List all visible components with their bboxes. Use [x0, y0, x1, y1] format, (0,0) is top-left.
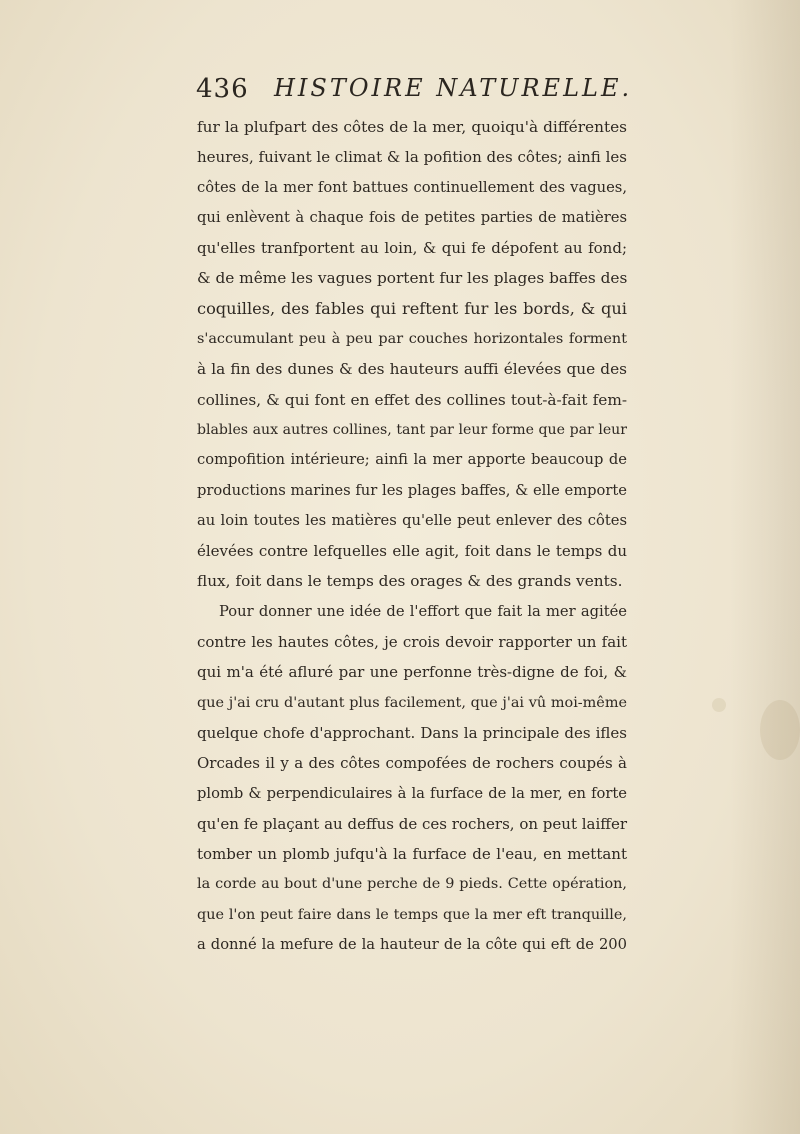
running-title: HISTOIRE NATURELLE. — [274, 74, 633, 102]
text-line: qu'elles tranfportent au loin, & qui fe dépofent au fond; — [197, 239, 627, 258]
text-line: qui enlèvent à chaque fois de petites parties de matières — [197, 208, 627, 226]
page-edge-shadow — [730, 0, 800, 1134]
text-line: quelque chofe d'approchant. Dans la principale des ifles — [197, 723, 627, 742]
text-line: flux, foit dans le temps des orages & des grands vents. — [197, 572, 623, 591]
text-line: élevées contre lefquelles elle agit, foit dans le temps du — [197, 542, 627, 561]
text-line: compofition intérieure; ainfi la mer apporte beaucoup de — [197, 451, 627, 469]
text-line: blables aux autres collines, tant par leur forme que par leur — [197, 421, 627, 438]
text-line: productions marines fur les plages baffes, & elle emporte — [197, 481, 627, 499]
text-line: Pour donner une idée de l'effort que fait la mer agitée — [219, 602, 627, 620]
text-line: & de même les vagues portent fur les plages baffes des — [197, 269, 628, 288]
text-line: que j'ai cru d'autant plus facilement, que j'ai vû moi-même — [197, 694, 627, 711]
text-line: Orcades il y a des côtes compofées de rochers coupés à — [197, 754, 627, 773]
paper-stain — [712, 698, 726, 712]
paragraph-2 — [197, 597, 627, 961]
text-line: tomber un plomb jufqu'à la furface de l'eau, en mettant — [197, 845, 627, 864]
paper-stain — [760, 700, 800, 760]
text-line: contre les hautes côtes, je crois devoir rapporter un fait — [197, 633, 627, 652]
page-header — [196, 74, 633, 110]
text-line: côtes de la mer font battues continuellement des vagues, — [197, 178, 627, 196]
text-line: heures, fuivant le climat & la pofition des côtes; ainfi les — [197, 148, 627, 167]
text-line: qui m'a été afluré par une perfonne très-digne de foi, & — [197, 663, 627, 682]
text-line: coquilles, des fables qui reftent fur les bords, & qui — [197, 298, 627, 318]
paragraph-1 — [197, 112, 627, 597]
text-line: au loin toutes les matières qu'elle peut enlever des côtes — [197, 511, 627, 529]
text-line: a donné la mefure de la hauteur de la côte qui eft de 200 — [197, 936, 627, 954]
text-line: plomb & perpendiculaires à la furface de la mer, en forte — [197, 784, 627, 802]
text-line: que l'on peut faire dans le temps que la mer eft tranquille, — [197, 906, 627, 923]
text-line: la corde au bout d'une perche de 9 pieds. Cette opération, — [197, 876, 627, 893]
text-line: à la fin des dunes & des hauteurs auffi élevées que des — [197, 360, 627, 379]
body-text — [197, 112, 627, 960]
page-number: 436 — [196, 74, 249, 104]
text-line: s'accumulant peu à peu par couches horizontales forment — [197, 331, 627, 348]
text-line: collines, & qui font en effet des collines tout-à-fait fem- — [197, 390, 627, 409]
text-line: fur la plufpart des côtes de la mer, quoiqu'à différentes — [197, 118, 627, 136]
text-line: qu'en fe plaçant au deffus de ces rochers, on peut laiffer — [197, 814, 627, 833]
